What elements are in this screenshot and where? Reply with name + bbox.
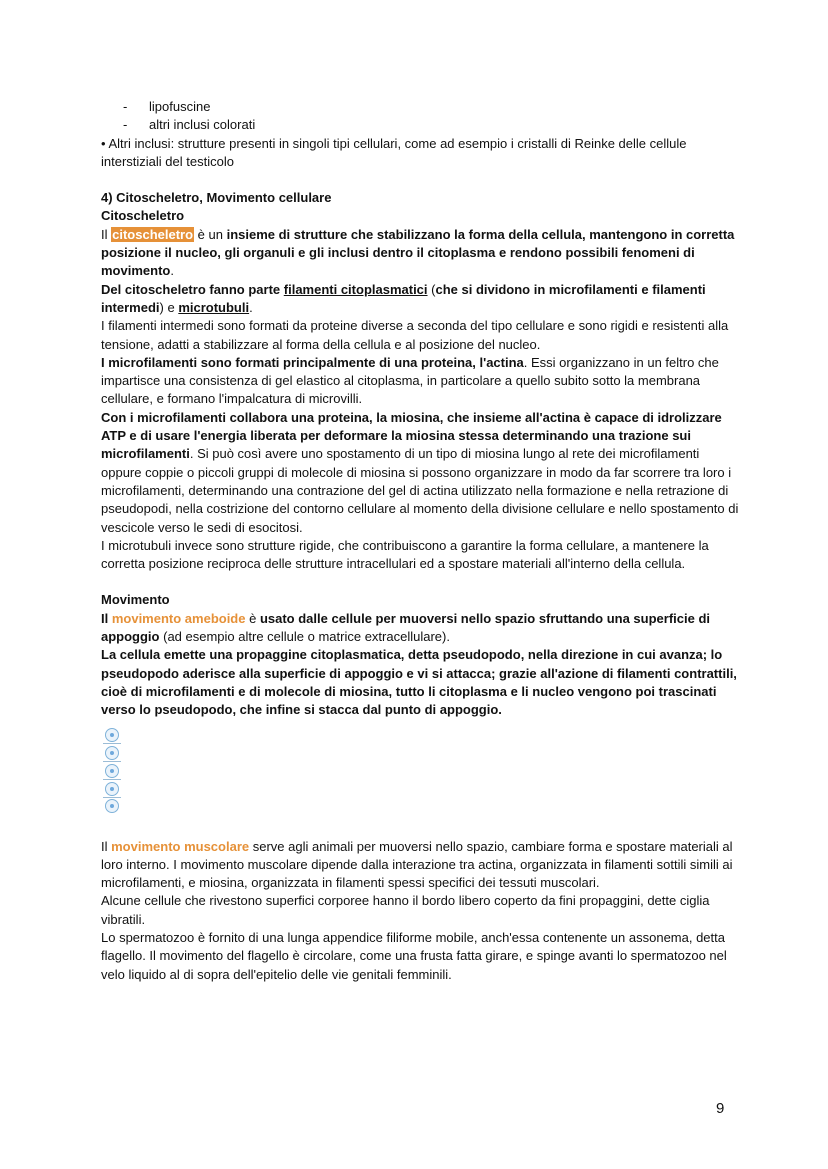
divider (103, 743, 121, 744)
filamenti-intermedi-paragraph: I filamenti intermedi sono formati da proteine diverse a seconda del tipo cellulare e sono rigidi e resistenti alla tensione, adatti a stabilizzare al forma della cellula e al posizione del nucleo. (101, 318, 729, 352)
cell-icon (105, 764, 119, 778)
citoscheletro-definition: Il citoscheletro è un insieme di strutture che stabilizzano la forma della cellula, mantengono in corretta posizione il nucleo, gli organuli e gli inclusi dentro il citoplasma e rendono possibili fenomeni di movimento. (101, 226, 735, 279)
movimento-ameboide-term: movimento ameboide (111, 610, 246, 626)
spermatozoo-paragraph: Lo spermatozoo è fornito di una lunga appendice filiforme mobile, anch'essa contenente un assonema, detta flagello. Il movimento del flagello è circolare, come una frusta fatta girare, e spinge avanti lo spermatozoo nel velo liquido al di sopra dell'epitelio delle vie genitali femminili. (101, 929, 727, 982)
altri-inclusi-paragraph: • Altri inclusi: strutture presenti in singoli tipi cellulari, come ad esempio i cristalli di Reinke delle cellule interstiziali del testicolo (101, 135, 687, 169)
movimento-muscolare-paragraph: Il movimento muscolare serve agli animali per muoversi nello spazio, cambiare forma e spostare materiali al loro interno. I movimento muscolare dipende dalla interazione tra actina, organizzata in filamenti sottili simili ai microfilamenti, e miosina, organizzata in filamenti spessi specifici dei tessuti muscolari. (101, 838, 733, 891)
microtubuli-link[interactable]: microtubuli (178, 299, 250, 315)
list-item: - lipofuscine (123, 99, 211, 114)
page-number: 9 (716, 1100, 725, 1117)
list-item: - altri inclusi colorati (123, 117, 256, 133)
filamenti-link[interactable]: filamenti citoplasmatici (283, 281, 428, 297)
movimento-heading: Movimento (101, 592, 170, 608)
cell-icon (105, 782, 119, 796)
cell-icon (105, 728, 119, 742)
cell-icon (105, 746, 119, 760)
microtubuli-paragraph: I microtubuli invece sono strutture rigide, che contribuiscono a garantire la forma cellulare, a mantenere la corretta posizione reciproca delle strutture intracellulari ed a spostare materiali all'interno della cellula. (101, 537, 709, 572)
movimento-muscolare-term: movimento muscolare (111, 838, 250, 854)
divider (103, 797, 121, 798)
citoscheletro-components: Del citoscheletro fanno parte filamenti citoplasmatici (che si dividono in microfilamenti e filamenti intermedi) e microtubuli. (101, 281, 706, 315)
page-content (101, 98, 741, 984)
microfilamenti-paragraph: I microfilamenti sono formati principalmente di una proteina, l'actina. Essi organizzano in un feltro che impartisce una consistenza di gel elastico al citoplasma, in particolare a quello subito sotto la membrana cellulare, e formano l'impalcatura di microvilli. (101, 354, 719, 407)
list-item-text: lipofuscine (149, 99, 211, 114)
amoeboid-movement-figure (101, 726, 127, 814)
divider (103, 779, 121, 780)
ciglia-paragraph: Alcune cellule che rivestono superfici corporee hanno il bordo libero coperto da fini propaggini, dette ciglia vibratili. (101, 893, 710, 927)
movimento-ameboide-paragraph: Il movimento ameboide è usato dalle cellule per muoversi nello spazio sfruttando una superficie di appoggio (ad esempio altre cellule o matrice extracellulare). (101, 610, 711, 645)
list-item-text: altri inclusi colorati (149, 117, 256, 133)
citoscheletro-heading: Citoscheletro (101, 208, 185, 224)
cell-icon (105, 799, 119, 813)
pseudopodo-paragraph: La cellula emette una propaggine citoplasmatica, detta pseudopodo, nella direzione in cui avanza; lo pseudopodo aderisce alla superficie di appoggio e vi si attacca; grazie all'azione di filamenti contrattili, cioè di microfilamenti e di molecole di miosina, tutto li citoplasma e li nucleo vengono poi trascinati verso lo pseudopodo, che infine si stacca dal punto di appoggio. (101, 647, 737, 718)
miosina-paragraph: Con i microfilamenti collabora una proteina, la miosina, che insieme all'actina è capace di idrolizzare ATP e di usare l'energia liberata per deformare la miosina stessa determinando una trazione sui microfilamenti. Si può così avere uno spostamento di un tipo di miosina lungo al rete dei microfilamenti oppure coppie o piccoli gruppi di molecole di miosina si possono organizzare in modo da far scorrere tra loro i microfilamenti, determinando una contrazione del gel di actina utilizzato nella formazione e nella retrazione di pseudopodi, nella costrizione del contorno cellulare al momento della divisione cellulare e nello spostamento di vescicole verso le sedi di esocitosi. (101, 409, 739, 535)
divider (103, 761, 121, 762)
section-heading: 4) Citoscheletro, Movimento cellulare (101, 190, 332, 206)
highlighted-term: citoscheletro (112, 226, 194, 242)
